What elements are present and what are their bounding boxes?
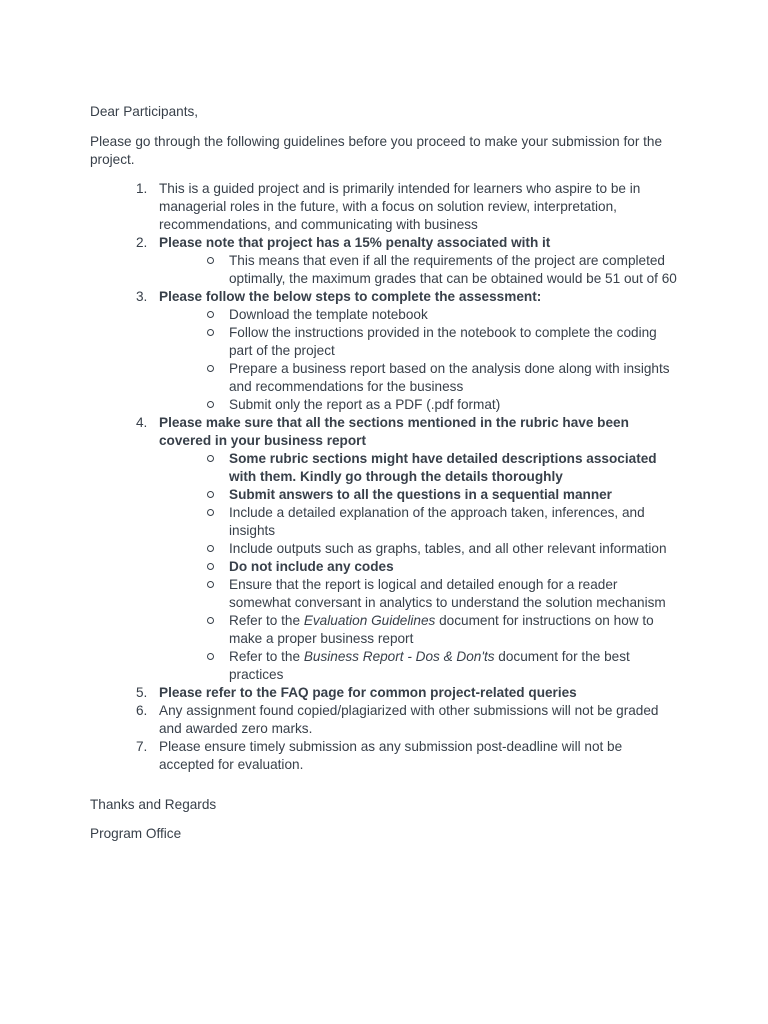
- hollow-bullet-icon: [207, 401, 214, 408]
- list-item: [90, 738, 680, 774]
- list-item-text: Please note that project has a 15% penalty associated with it: [159, 235, 551, 250]
- document-title-dos-and-donts: Business Report - Dos & Don'ts: [303, 649, 495, 664]
- sub-list-item-text: Ensure that the report is logical and detailed enough for a reader somewhat conversant in analytics to understand the solution mechanism: [229, 577, 666, 610]
- sub-list-item: [159, 396, 680, 414]
- list-number: 4.: [136, 415, 148, 430]
- sub-list-item: [159, 306, 680, 324]
- list-item-text: Any assignment found copied/plagiarized with other submissions will not be graded and awarded zero marks.: [159, 703, 659, 736]
- sub-list-item-text: Some rubric sections might have detailed descriptions associated with them. Kindly go through the details thoroughly: [229, 451, 657, 484]
- list-item: [90, 180, 680, 234]
- sub-list-item-text: Prepare a business report based on the analysis done along with insights and recommendations for the business: [229, 361, 670, 394]
- sub-list-item-text: Submit answers to all the questions in a sequential manner: [229, 487, 612, 502]
- hollow-bullet-icon: [207, 491, 214, 498]
- hollow-bullet-icon: [207, 563, 214, 570]
- sub-list-item-text: Follow the instructions provided in the notebook to complete the coding part of the project: [229, 325, 657, 358]
- sub-list-item: [159, 648, 680, 684]
- hollow-bullet-icon: [207, 257, 214, 264]
- sub-list: [159, 306, 680, 414]
- list-number: 6.: [136, 703, 148, 718]
- signature: Program Office: [90, 826, 182, 841]
- document-title-evaluation-guidelines: Evaluation Guidelines: [303, 613, 436, 628]
- list-item: [90, 414, 680, 684]
- list-item-text: Please follow the below steps to complete the assessment:: [159, 289, 542, 304]
- ref-suffix: document for instructions on how to make a proper business report: [229, 613, 654, 646]
- hollow-bullet-icon: [207, 653, 214, 660]
- hollow-bullet-icon: [207, 581, 214, 588]
- hollow-bullet-icon: [207, 365, 214, 372]
- list-item: [90, 702, 680, 738]
- ref-prefix: Refer to the: [229, 649, 304, 664]
- list-number: 7.: [136, 739, 148, 754]
- hollow-bullet-icon: [207, 455, 214, 462]
- greeting: Dear Participants,: [90, 104, 199, 119]
- closing-line: Thanks and Regards: [90, 797, 217, 812]
- ref-prefix: Refer to the: [229, 613, 304, 628]
- sub-list-item: [159, 486, 680, 504]
- intro-paragraph: Please go through the following guidelines before you proceed to make your submission for the project.: [90, 134, 663, 167]
- list-item-text: This is a guided project and is primarily intended for learners who aspire to be in managerial roles in the future, with a focus on solution review, interpretation, recommendations, and communicating with business: [159, 181, 641, 232]
- sub-list-item: [159, 576, 680, 612]
- sub-list-item: [159, 612, 680, 648]
- list-number: 3.: [136, 289, 148, 304]
- list-number: 1.: [136, 181, 148, 196]
- sub-list-item: [159, 450, 680, 486]
- list-number: 5.: [136, 685, 148, 700]
- sub-list-item-text: Submit only the report as a PDF (.pdf format): [229, 397, 501, 412]
- hollow-bullet-icon: [207, 617, 214, 624]
- sub-list: [159, 252, 680, 288]
- list-item: [90, 684, 680, 702]
- list-number: 2.: [136, 235, 148, 250]
- hollow-bullet-icon: [207, 329, 214, 336]
- list-item-text: Please refer to the FAQ page for common project-related queries: [159, 685, 577, 700]
- sub-list-item: [159, 324, 680, 360]
- list-item-text: Please ensure timely submission as any submission post-deadline will not be accepted for evaluation.: [159, 739, 623, 772]
- sub-list-item: [159, 540, 680, 558]
- sub-list-item: [159, 360, 680, 396]
- list-item-text: Please make sure that all the sections mentioned in the rubric have been covered in your business report: [159, 415, 629, 448]
- sub-list-item: [159, 252, 680, 288]
- sub-list-item: [159, 558, 680, 576]
- hollow-bullet-icon: [207, 545, 214, 552]
- sub-list-item-text: Download the template notebook: [229, 307, 428, 322]
- sub-list-item-text: Include a detailed explanation of the approach taken, inferences, and insights: [229, 505, 645, 538]
- hollow-bullet-icon: [207, 509, 214, 516]
- list-item: [90, 234, 680, 288]
- list-item: [90, 288, 680, 414]
- guidelines-list: [90, 180, 680, 774]
- hollow-bullet-icon: [207, 311, 214, 318]
- sub-list-item-text: Do not include any codes: [229, 559, 394, 574]
- sub-list: [159, 450, 680, 684]
- sub-list-item-text: This means that even if all the requirements of the project are completed optimally, the maximum grades that can be obtained would be 51 out of 60: [229, 253, 677, 286]
- sub-list-item-text: Include outputs such as graphs, tables, and all other relevant information: [229, 541, 667, 556]
- sub-list-item: [159, 504, 680, 540]
- ref-suffix: document for the best practices: [229, 649, 630, 682]
